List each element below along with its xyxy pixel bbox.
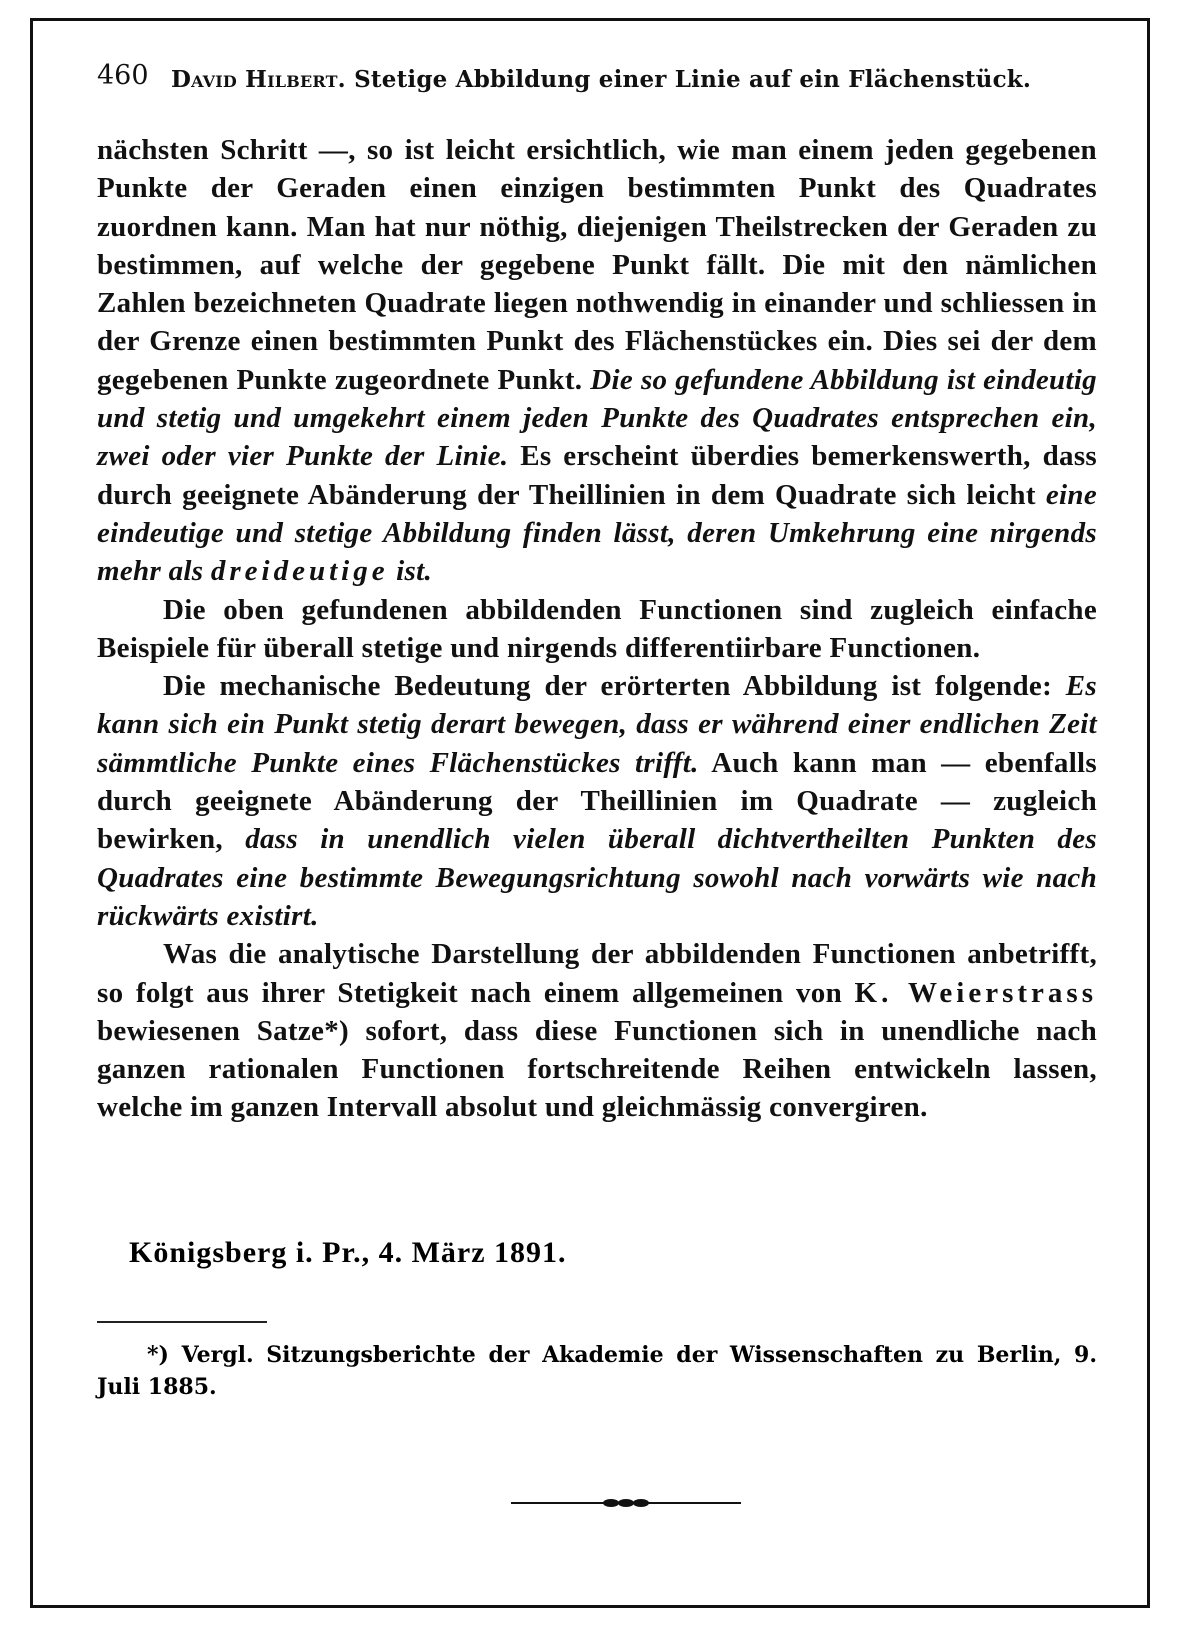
page-frame (30, 18, 1150, 1608)
paragraph-1 (97, 131, 1097, 591)
footnote-marker: *) (147, 1342, 169, 1368)
paragraph-2: Die oben gefundenen abbildenden Functionen sind zugleich einfache Beispiele für überall stetige und nirgends differentiirbare Functionen. (97, 593, 1097, 664)
running-head (171, 61, 1031, 99)
p4-name: K. Weierstrass (854, 976, 1097, 1009)
p1-text-2: Es erscheint überdies bemerkenswerth, dass durch geeignete Abänderung der Theillinien in dem Quadrate sich leicht (97, 440, 1097, 511)
header-title: Stetige Abbildung einer Linie auf ein Flächenstück. (354, 66, 1032, 93)
p4-text: Was die analytische Darstellung der abbildenden Functionen anbetrifft, so folgt aus ihrer Stetigkeit nach einem allgemeinen von (97, 938, 1097, 1009)
footnote (97, 1339, 1097, 1403)
footnote-text: Vergl. Sitzungsberichte der Akademie der Wissenschaften zu Berlin, 9. Juli 1885. (97, 1342, 1097, 1400)
body-text (97, 131, 1097, 1127)
footnote-rule (97, 1321, 267, 1323)
p1-text: nächsten Schritt —, so ist leicht ersichtlich, wie man einem jeden gegebenen Punkte der Geraden einen einzigen bestimmten Punkt des Quadrates zuordnen kann. Man hat nur nöthig, diejenigen Theilstrecken der Geraden zu bestimmen, auf welche der gegebene Punkt fällt. Die mit den nämlichen Zahlen bezeichneten Quadrate liegen nothwendig in einander und schliessen in der Grenze einen bestimmten Punkt des Flächenstückes ein. Dies sei der dem gegebenen Punkte zugeordnete Punkt. (97, 134, 1097, 396)
p1-emphasis-end: ist. (388, 555, 432, 588)
p1-emphasis: eine eindeutige und stetige Abbildung finden lässt, deren Umkehrung eine nirgends mehr als (97, 478, 1097, 588)
p3-emphasis-2: dass in unendlich vielen überall dichtvertheilten Punkten des Quadrates eine bestimmte Bewegungsrichtung sowohl nach vorwärts wie nach rückwärts existirt. (97, 823, 1097, 932)
p1-theorem: Die so gefundene Abbildung ist eindeutig und stetig und umgekehrt einem jeden Punkte des Quadrates entsprechen ein, zwei oder vier Punkte der Linie. (97, 363, 1097, 473)
p4-text-2: bewiesenen Satze*) sofort, dass diese Functionen sich in unendliche nach ganzen rationalen Functionen fortschreitende Reihen entwickeln lassen, welche im ganzen Intervall absolut und gleichmässig convergiren. (97, 1014, 1097, 1124)
page-number: 460 (97, 60, 149, 91)
page-content (97, 39, 1097, 1124)
signature-line: Königsberg i. Pr., 4. März 1891. (129, 1236, 567, 1269)
paragraph-3 (97, 667, 1097, 935)
end-ornament-icon (511, 1493, 741, 1513)
running-header (97, 39, 1097, 99)
p3-emphasis: Es kann sich ein Punkt stetig derart bewegen, dass er während einer endlichen Zeit sämmtliche Punkte eines Flächenstückes trifft. (97, 670, 1097, 779)
p1-spaced-word: dreideutige (210, 555, 389, 588)
header-author: David Hilbert. (171, 66, 346, 93)
paragraph-4 (97, 935, 1097, 1126)
p3-text-2: Auch kann man — ebenfalls durch geeignete Abänderung der Theillinien im Quadrate — zugleich bewirken, (97, 746, 1097, 856)
p3-text: Die mechanische Bedeutung der erörterten Abbildung ist folgende: (163, 670, 1066, 703)
